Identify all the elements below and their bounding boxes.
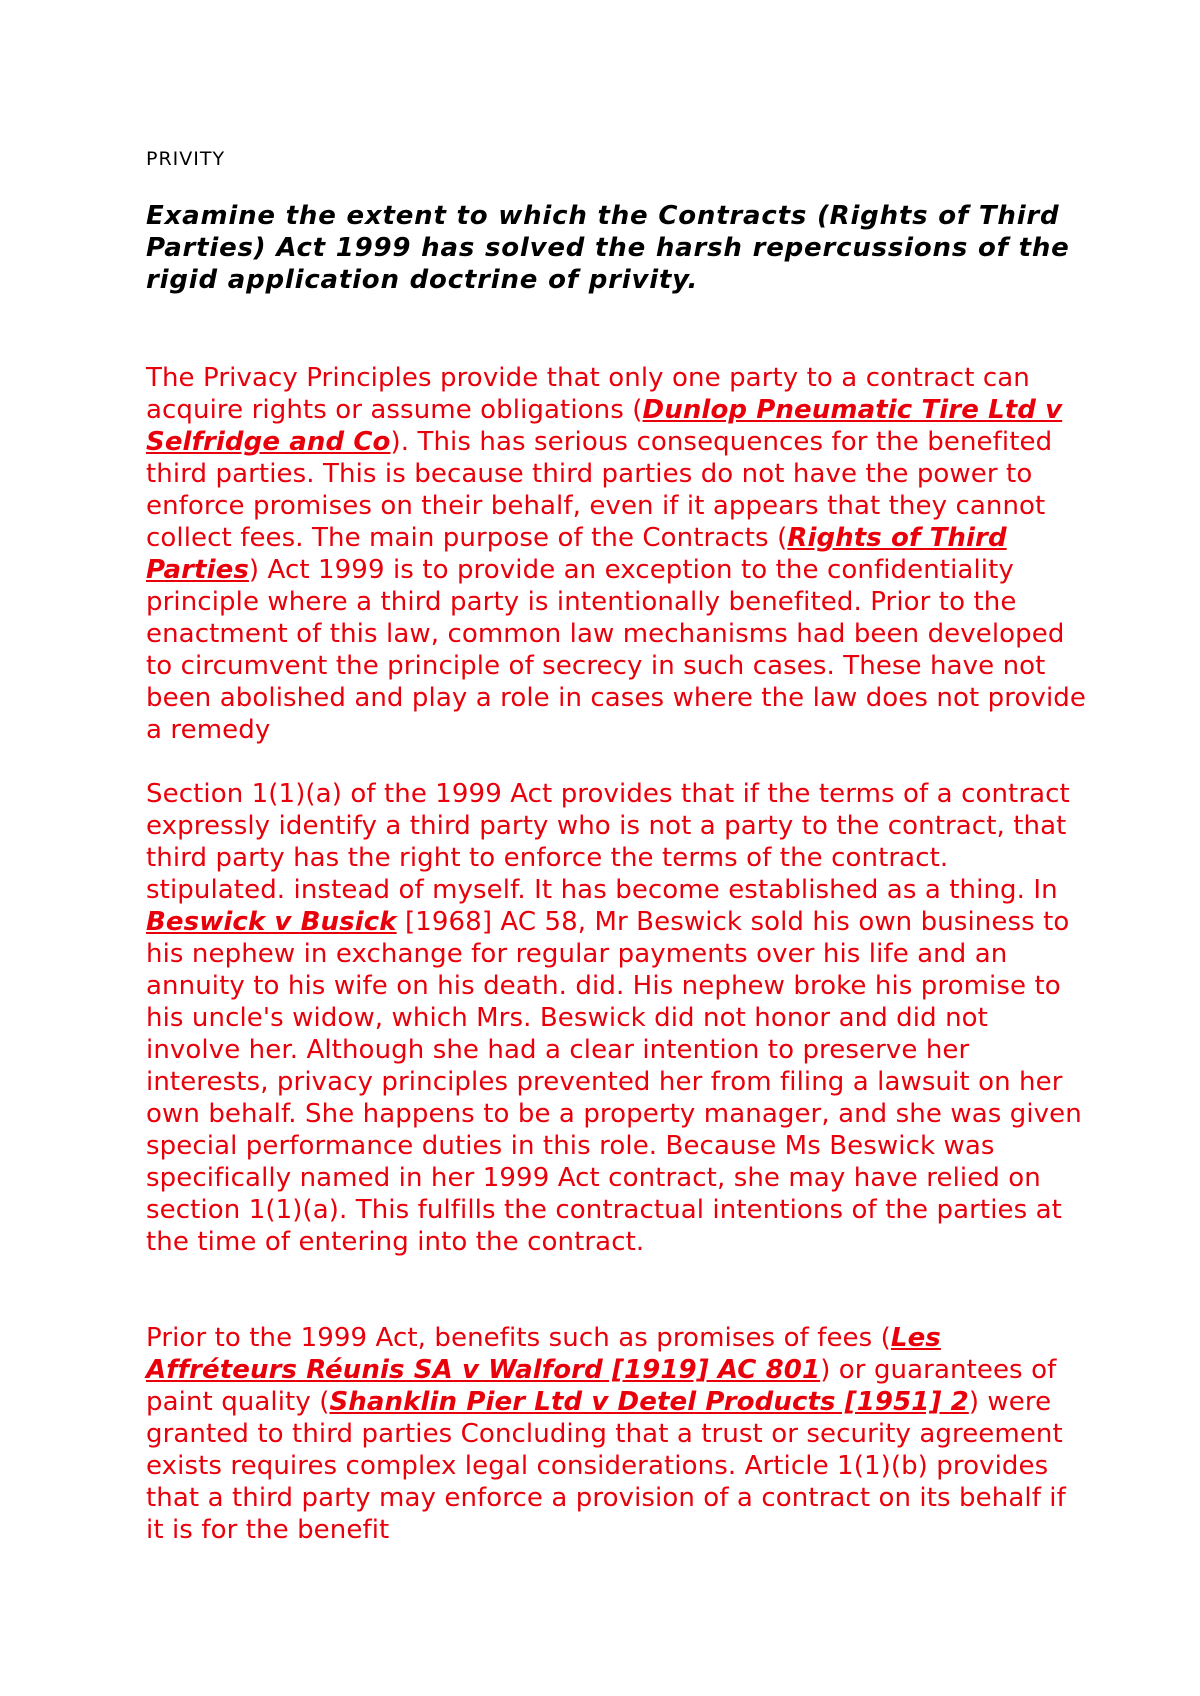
paragraph-1-text-c: ) Act 1999 is to provide an exception to the confidentiality principle where a third party is intentionally benefited. Prior to the enactment of this law, common law mechanisms had been developed to circumvent the principle of secrecy in such cases. These have not been abolished and play a role in cases where the law does not provide a remedy	[146, 555, 1087, 745]
case-link-shanklin-pier[interactable]: Shanklin Pier Ltd v Detel Products [1951] 2	[329, 1387, 969, 1417]
paragraph-3-text-c: ) were granted to third parties Concluding that a trust or security agreement exists requires complex legal considerations. Article 1(1)(b) provides that a third party may enforce a provision of a contract on its behalf if it is for the benefit	[146, 1387, 1066, 1545]
document-heading: PRIVITY	[146, 148, 226, 170]
paragraph-1	[146, 362, 1086, 746]
case-link-dunlop[interactable]: Dunlop Pneumatic Tire Ltd v Selfridge and Co	[146, 395, 1063, 457]
case-link-les-affreteurs[interactable]: Les Affréteurs Réunis SA v Walford [1919] AC 801	[146, 1323, 941, 1385]
paragraph-1-text-a: The Privacy Principles provide that only one party to a contract can acquire rights or assume obligations (	[146, 363, 1030, 425]
case-link-rights-of-third-parties[interactable]: Rights of Third Parties	[146, 523, 1007, 585]
paragraph-2	[146, 778, 1086, 1258]
case-link-beswick[interactable]: Beswick v Busick	[146, 907, 397, 937]
paragraph-2-text-b: [1968] AC 58, Mr Beswick sold his own business to his nephew in exchange for regular payments over his life and an annuity to his wife on his death. did. His nephew broke his promise to his uncle's widow, which Mrs. Beswick did not honor and did not involve her. Although she had a clear intention to preserve her interests, privacy principles prevented her from filing a lawsuit on her own behalf. She happens to be a property manager, and she was given special performance duties in this role. Because Ms Beswick was specifically named in her 1999 Act contract, she may have relied on section 1(1)(a). This fulfills the contractual intentions of the parties at the time of entering into the contract.	[146, 907, 1082, 1257]
paragraph-3	[146, 1322, 1086, 1546]
paragraph-3-text-b: ) or guarantees of paint quality (	[146, 1355, 1057, 1417]
document-page	[146, 0, 1086, 1696]
paragraph-2-text-a: Section 1(1)(a) of the 1999 Act provides that if the terms of a contract expressly identify a third party who is not a party to the contract, that third party has the right to enforce the terms of the contract. stipulated. instead of myself. It has become established as a thing. In	[146, 779, 1070, 905]
paragraph-1-text-b: ). This has serious consequences for the benefited third parties. This is because third parties do not have the power to enforce promises on their behalf, even if it appears that they cannot collect fees. The main purpose of the Contracts (	[146, 427, 1053, 553]
paragraph-3-text-a: Prior to the 1999 Act, benefits such as promises of fees (	[146, 1323, 891, 1353]
essay-question: Examine the extent to which the Contracts (Rights of Third Parties) Act 1999 has solved the harsh repercussions of the rigid application doctrine of privity.	[146, 201, 1070, 295]
